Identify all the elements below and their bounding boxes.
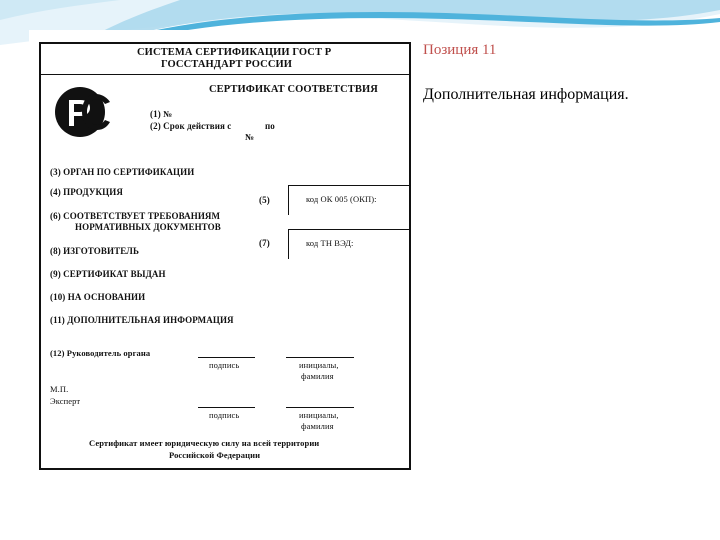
expert-label: Эксперт (50, 396, 81, 406)
field-8-manufacturer: (8) ИЗГОТОВИТЕЛЬ (50, 246, 140, 256)
field-6-line-1: (6) СООТВЕТСТВУЕТ ТРЕБОВАНИЯМ (50, 211, 221, 221)
field-9-issued-to: (9) СЕРТИФИКАТ ВЫДАН (50, 269, 166, 279)
signature-line-1 (198, 357, 255, 358)
tnved-code-label: код ТН ВЭД: (306, 238, 354, 248)
footer-line-1: Сертификат имеет юридическую силу на всей территории (89, 438, 320, 448)
gost-r-logo-icon (54, 84, 116, 140)
okp-box-left (288, 185, 289, 215)
signature-line-2 (198, 407, 255, 408)
okp-code-label: код ОК 005 (ОКП): (306, 194, 377, 204)
field-11-additional-info: (11) ДОПОЛНИТЕЛЬНАЯ ИНФОРМАЦИЯ (50, 315, 234, 325)
initials-line-1 (286, 357, 354, 358)
initials-caption-2b: фамилия (301, 421, 334, 431)
tnved-box-top (288, 229, 409, 230)
field-2-po: по (265, 121, 275, 131)
certificate-document (29, 30, 419, 476)
field-3-certification-body: (3) ОРГАН ПО СЕРТИФИКАЦИИ (50, 167, 195, 177)
initials-caption-1b: фамилия (301, 371, 334, 381)
field-12-head-of-body: (12) Руководитель органа (50, 348, 151, 358)
signature-caption-2: подпись (209, 410, 240, 420)
field-7: (7) (259, 238, 270, 248)
initials-line-2 (286, 407, 354, 408)
field-6-line-2: НОРМАТИВНЫХ ДОКУМЕНТОВ (75, 222, 221, 232)
field-4-product: (4) ПРОДУКЦИЯ (50, 187, 123, 197)
okp-box-top (288, 185, 409, 186)
field-10-basis: (10) НА ОСНОВАНИИ (50, 292, 146, 302)
field-1-number: (1) № (150, 109, 173, 119)
position-title: Позиция 11 (423, 42, 497, 58)
field-2-number-sign: № (245, 132, 255, 142)
footer-line-2: Российской Федерации (169, 450, 261, 460)
header-line-2: ГОССТАНДАРТ РОССИИ (161, 59, 293, 70)
tnved-box-left (288, 229, 289, 259)
initials-caption-2a: инициалы, (299, 410, 339, 420)
field-2-validity: (2) Срок действия с (150, 121, 232, 131)
stamp-mp: М.П. (50, 384, 69, 394)
header-line-1: СИСТЕМА СЕРТИФИКАЦИИ ГОСТ Р (137, 47, 332, 58)
signature-caption-1: подпись (209, 360, 240, 370)
initials-caption-1a: инициалы, (299, 360, 339, 370)
additional-info-text: Дополнительная информация. (423, 86, 629, 103)
header-divider (41, 74, 409, 75)
field-5: (5) (259, 195, 270, 205)
certificate-title: СЕРТИФИКАТ СООТВЕТСТВИЯ (209, 84, 378, 95)
